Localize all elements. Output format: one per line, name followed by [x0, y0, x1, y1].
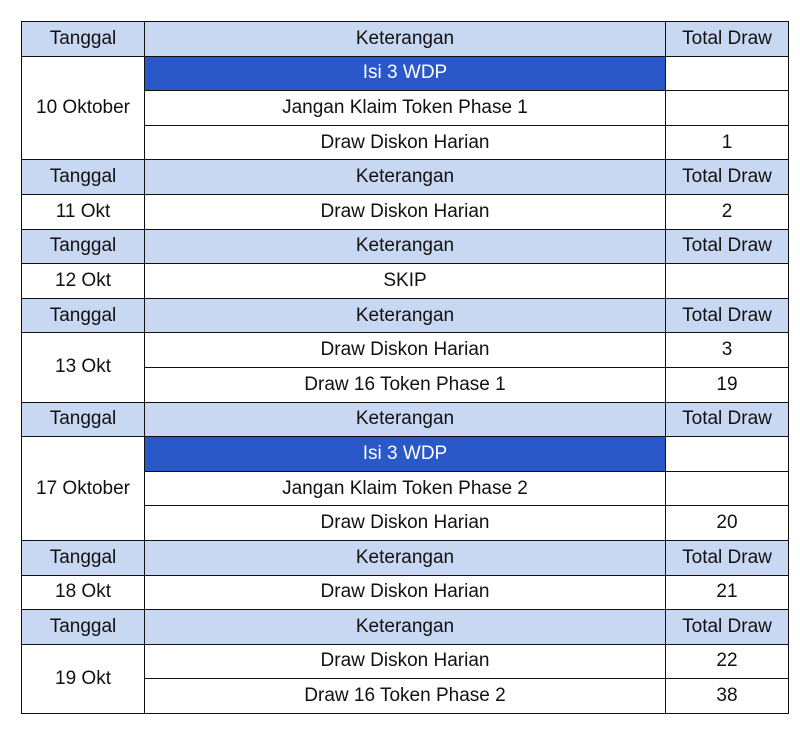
table-body [22, 22, 789, 714]
description-cell: Draw Diskon Harian [145, 194, 666, 229]
description-cell: Jangan Klaim Token Phase 1 [145, 91, 666, 126]
repeat-header-row [22, 160, 789, 195]
table-row [22, 56, 789, 91]
highlight-description-cell: Isi 3 WDP [145, 56, 666, 91]
date-cell: 12 Okt [22, 264, 145, 299]
header-total-draw: Total Draw [666, 22, 789, 57]
date-cell: 17 Oktober [22, 437, 145, 541]
table-row [22, 194, 789, 229]
date-cell: 19 Okt [22, 644, 145, 713]
header-total-draw: Total Draw [666, 160, 789, 195]
description-cell: Draw Diskon Harian [145, 333, 666, 368]
date-cell: 10 Oktober [22, 56, 145, 160]
total-draw-cell [666, 264, 789, 299]
repeat-header-row [22, 229, 789, 264]
repeat-header-row [22, 610, 789, 645]
header-date: Tanggal [22, 610, 145, 645]
highlight-description-cell: Isi 3 WDP [145, 437, 666, 472]
header-date: Tanggal [22, 22, 145, 57]
header-date: Tanggal [22, 298, 145, 333]
header-keterangan: Keterangan [145, 229, 666, 264]
table-row [22, 644, 789, 679]
total-draw-cell: 22 [666, 644, 789, 679]
table-header-row [22, 22, 789, 57]
header-total-draw: Total Draw [666, 610, 789, 645]
repeat-header-row [22, 402, 789, 437]
description-cell: Draw 16 Token Phase 1 [145, 367, 666, 402]
header-total-draw: Total Draw [666, 229, 789, 264]
description-cell: Draw Diskon Harian [145, 644, 666, 679]
header-keterangan: Keterangan [145, 298, 666, 333]
total-draw-cell: 21 [666, 575, 789, 610]
total-draw-cell: 2 [666, 194, 789, 229]
total-draw-cell: 20 [666, 506, 789, 541]
header-total-draw: Total Draw [666, 540, 789, 575]
header-keterangan: Keterangan [145, 610, 666, 645]
description-cell: SKIP [145, 264, 666, 299]
description-cell: Draw 16 Token Phase 2 [145, 679, 666, 714]
header-date: Tanggal [22, 540, 145, 575]
total-draw-cell [666, 471, 789, 506]
header-keterangan: Keterangan [145, 160, 666, 195]
table-row [22, 264, 789, 299]
date-cell: 13 Okt [22, 333, 145, 402]
header-total-draw: Total Draw [666, 402, 789, 437]
total-draw-cell [666, 91, 789, 126]
description-cell: Jangan Klaim Token Phase 2 [145, 471, 666, 506]
header-keterangan: Keterangan [145, 402, 666, 437]
total-draw-cell: 38 [666, 679, 789, 714]
draw-schedule-table [21, 21, 789, 714]
header-keterangan: Keterangan [145, 22, 666, 57]
table-row [22, 333, 789, 368]
header-keterangan: Keterangan [145, 540, 666, 575]
header-date: Tanggal [22, 229, 145, 264]
description-cell: Draw Diskon Harian [145, 125, 666, 160]
table-row [22, 575, 789, 610]
repeat-header-row [22, 298, 789, 333]
date-cell: 18 Okt [22, 575, 145, 610]
description-cell: Draw Diskon Harian [145, 506, 666, 541]
table-row [22, 437, 789, 472]
header-date: Tanggal [22, 402, 145, 437]
total-draw-cell: 1 [666, 125, 789, 160]
description-cell: Draw Diskon Harian [145, 575, 666, 610]
total-draw-cell [666, 56, 789, 91]
total-draw-cell: 3 [666, 333, 789, 368]
total-draw-cell [666, 437, 789, 472]
header-date: Tanggal [22, 160, 145, 195]
date-cell: 11 Okt [22, 194, 145, 229]
total-draw-cell: 19 [666, 367, 789, 402]
header-total-draw: Total Draw [666, 298, 789, 333]
repeat-header-row [22, 540, 789, 575]
